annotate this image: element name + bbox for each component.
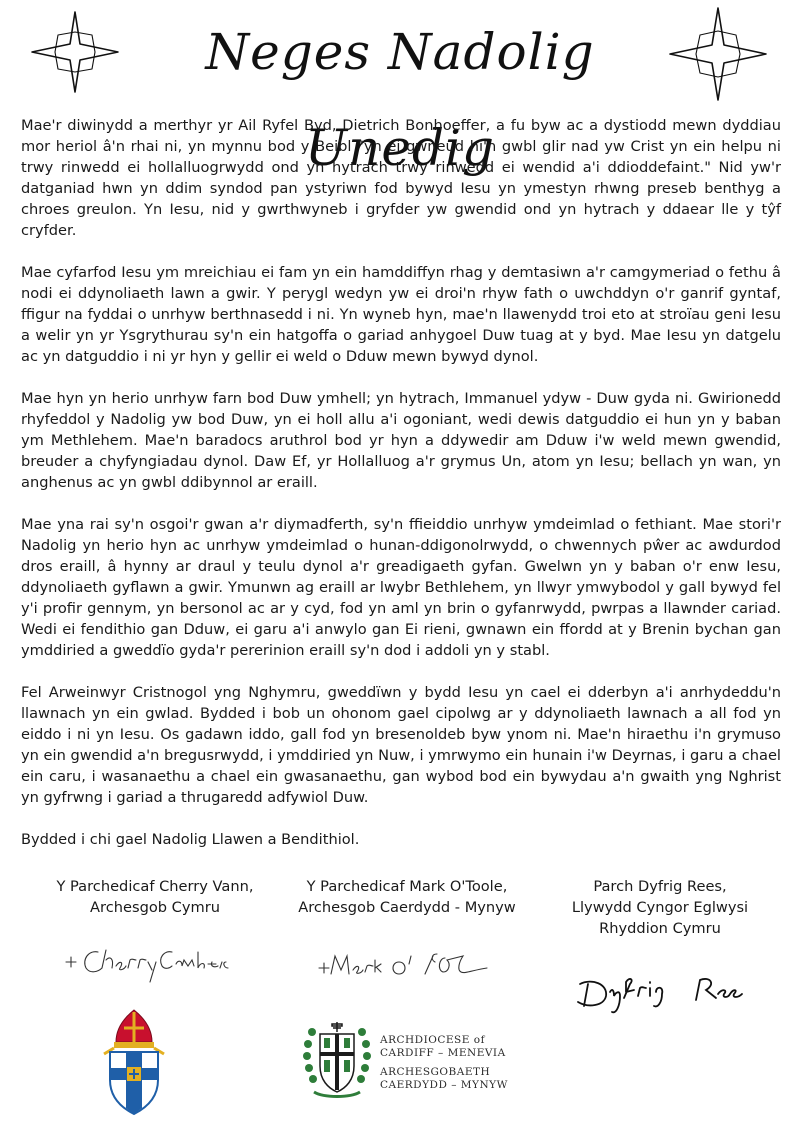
signatory-title: Rhyddion Cymru <box>599 920 721 937</box>
paragraph: Mae hyn yn herio unrhyw farn bod Duw ymhell; yn hytrach, Immanuel ydyw - Duw gyda ni. Gwirionedd rhyfeddol y Nadolig yw bod Duw, yn ei holl allu a'i ogoniant, wedi dewis datguddio ei hun yn y baban ym Methlehem. Mae'n baradocs aruthrol bod yr hyn a ddywedir am Dduw i'w weld mewn gwendid, breuder a chyfyngiadau dynol. Daw Ef, yr Hollalluog a'r grymus Un, atom yn Iesu; bellach yn wan, yn anghenus ac yn gwbl ddibynnol ar eraill. <box>21 390 781 491</box>
paragraph: Fel Arweinwyr Cristnogol yng Nghymru, gweddïwn y bydd Iesu yn cael ei dderbyn a'i anrhydeddu'n llawnach yn ein gwlad. Bydded i bob un ohonom gael cipolwg ar y ddynoliaeth lawnach a all fod yn eiddo i ni yn Iesu. Os gadawn iddo, gall fod yn bresenoldeb byw ynom ni. Mae'n hiraethu i'n grymuso yn ein gwendid a'n bregusrwydd, i ymddiried yn Nuw, i ymrwymo ein hunain i'w Deyrnas, i garu a chael ein caru, i wasanaethu a chael ein gwasanaethu, gan wybod bod ein bywydau a'n gwaith yng Nghrist yn gyfrwng i gariad a thrugaredd adfywiol Duw. <box>21 684 781 806</box>
star-left-icon <box>30 10 120 94</box>
paragraph: Mae cyfarfod Iesu ym mreichiau ei fam yn ein hamddiffyn rhag y demtasiwn a'r camgymeriad o fethu â nodi ei ddynoliaeth lawn a gwir. Y perygl wedyn yw ei droi'n rhyw fath o uwchddyn o'r ganrif gyntaf, ffigur na fyddai o unrhyw berthnasedd i ni. Yn wyneb hyn, mae'n llawenydd troi eto at stroïau geni Iesu a welir yn yr Ysgrythurau sy'n ein hatgoffa o gariad anhygoel Duw tuag at y byd. Mae Iesu yn datgelu ac yn datguddio i ni yr hyn y gellir ei weld o Dduw mewn bywyd dynol. <box>21 264 781 365</box>
signatory-title: Llywydd Cyngor Eglwysi <box>571 899 749 916</box>
signatory-name: Y Parchedicaf Mark O'Toole, <box>306 878 508 895</box>
archdiocese-name-english: ARCHDIOCESE of CARDIFF – MENEVIA <box>380 1034 506 1059</box>
signatory-cherry-vann <box>40 876 270 918</box>
signatory-name: Y Parchedicaf Cherry Vann, <box>56 878 254 895</box>
signatory-title: Archesgob Cymru <box>90 899 220 916</box>
page-title: Neges Nadolig Unedig <box>205 23 595 177</box>
star-right-icon <box>668 6 768 102</box>
signatory-title: Archesgob Caerdydd - Mynyw <box>298 899 516 916</box>
archdiocese-crest-icon <box>302 1022 372 1100</box>
signatory-name: Parch Dyfrig Rees, <box>593 878 727 895</box>
signatory-mark-otoole <box>282 876 532 918</box>
signatory-dyfrig-rees <box>540 876 780 939</box>
closing-blessing: Bydded i chi gael Nadolig Llawen a Bendithiol. <box>21 831 360 848</box>
church-in-wales-crest-icon <box>94 1008 174 1116</box>
signature-mark-otoole <box>315 940 490 986</box>
paragraph: Mae'r diwinydd a merthyr yr Ail Ryfel Byd, Dietrich Bonhoeffer, a fu byw ac a dystiodd mewn dyddiau mor heriol â'n rhai ni, yn mynnu bod y Beibl "yn ei gwneud hi'n gwbl glir nad yw Crist yn ein helpu ni trwy rinwedd ei hollalluogrwydd ond yn hytrach trwy rinwedd ei wendid a'i ddioddefaint." Nid yw'r datganiad hwn yn ddim syndod pan ystyriwn fod bywyd Iesu yn ymestyn rhwng preseb benthyg a chroes greulon. Yn Iesu, nid y gwrthwyneb i gryfder yw gwendid ond yn hytrach y ddaear lle y tŷf cryfder. <box>21 117 781 239</box>
archdiocese-name-welsh: ARCHESGOBAETH CAERDYDD – MYNYW <box>380 1066 508 1091</box>
paragraph: Mae yna rai sy'n osgoi'r gwan a'r diymadferth, sy'n ffieiddio unrhyw ymdeimlad o fethiant. Mae stori'r Nadolig yn herio hyn ac unrhyw ymdeimlad o hunan-ddigonolrwydd, o chwennych pŵer ac awdurdod dros eraill, â hynny ar draul y teulu dynol a'r greadigaeth gyfan. Gwelwn yn y baban o'r enw Iesu, ddynoliaeth gyflawn a gwir. Ymunwn ag eraill ar lwybr Bethlehem, yn llwyr ymwybodol y gall bywyd fel y'i profir gennym, yn bersonol ac ar y cyd, fod yn aml yn brin o gyfanrwydd, pwrpas a llawnder cariad. Wedi ei fendithio gan Dduw, ei garu a'i anwylo gan Ei rieni, gwnawn ein ffordd at y Brenin bychan gan ymddiried a gweddïo gyda'r pererinion eraill sy'n dod i addoli yn y stabl. <box>21 516 781 659</box>
letter-body <box>21 115 781 871</box>
signature-dyfrig-rees <box>570 962 755 1018</box>
signature-cherry-cambrensis <box>60 938 230 984</box>
